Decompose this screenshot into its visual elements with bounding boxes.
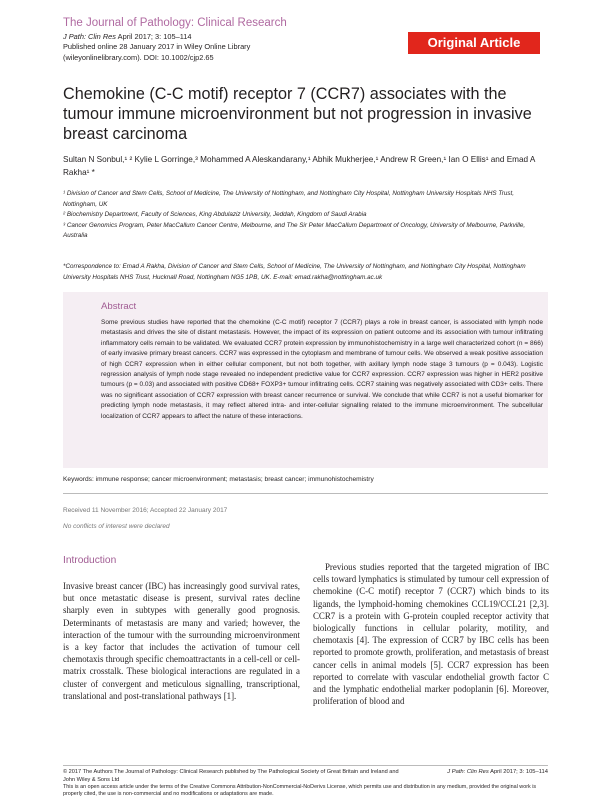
article-title: Chemokine (C-C motif) receptor 7 (CCR7) associates with the tumour immune microenvironment but not progression in invasive breast carcinoma	[63, 85, 532, 143]
footer-citation	[408, 769, 548, 775]
citation-journal: J Path: Clin Res	[63, 32, 116, 41]
body-column-right: Previous studies reported that the targeted migration of IBC cells toward lymphatics is stimulated by tumour cell expression of chemokine (C-C motif) receptor 7 (CCR7) which binds to its ligands, the lymphoid-homing chemokines CCL19/CCL21 [2,3]. CCR7 is a protein with G-protein coupled receptor activity that biologically functions in cellular polarity, motility, and chemotaxis [4]. The expression of CCR7 by IBC cells has been reported to promote growth, proliferation, and metastasis of breast cancer cells in animal models [5]. CCR7 expression has been reported to correlate with vascular endothelial growth factor C and the lymphatic endothelial marker podoplanin [6]. Moreover, proliferation of blood and	[313, 562, 549, 707]
affiliation-item: ² Biochemistry Department, Faculty of Sciences, King Abdulaziz University, Jeddah, Kingdom of Saudi Arabia	[63, 211, 367, 218]
author-list: Sultan N Sonbul,¹ ² Kylie L Gorringe,³ Mohammed A Aleskandarany,¹ Abhik Mukherjee,¹ Andrew R Green,¹ Ian O Ellis¹ and Emad A Rakha¹ *	[63, 155, 535, 177]
affiliation-item: ¹ Division of Cancer and Stem Cells, School of Medicine, The University of Nottingham, and Nottingham City Hospital, Nottingham University Hospitals NHS Trust, Nottingham, UK	[63, 190, 514, 208]
footer-divider	[63, 765, 548, 766]
abstract-heading: Abstract	[101, 301, 137, 312]
footer-citation-issue: April 2017; 3: 105–114	[490, 769, 548, 775]
citation-issue: April 2017; 3: 105–114	[117, 32, 192, 41]
body-column-left: Invasive breast cancer (IBC) has increasingly good survival rates, but once metastatic disease is present, survival rates decline sharply even in subtypes with generally good prognosis. Determinants of metastasis are many and varied; however, the interaction of the tumour with the surrounding microenvironment is a key factor that includes the activation of tumour cell chemotaxis through specific chemoattractants in a cell-cell or cell-matrix crosstalk. These biological interactions are regulated in a cluster of convergent and meticulous signalling, transcriptional, translational and post-translational pathways [1].	[63, 581, 300, 701]
introduction-heading: Introduction	[63, 555, 117, 566]
article-type-badge: Original Article	[408, 32, 540, 54]
divider	[63, 493, 548, 494]
license-notice: This is an open access article under the terms of the Creative Commons Attribution-NonCommercial-NoDerivs License, which permits use and distribution in any medium, provided the original work is properly cited, the use is non-commercial and no modifications or adaptations are made.	[63, 784, 537, 797]
affiliation-item: ³ Cancer Genomics Program, Peter MacCallum Cancer Centre, Melbourne, and The Sir Peter MacCallum Department of Oncology, University of Melbourne, Parkville, Australia	[63, 221, 526, 239]
published-line: Published online 28 January 2017 in Wiley Online Library	[63, 42, 251, 52]
correspondence-note: *Correspondence to: Emad A Rakha, Division of Cancer and Stem Cells, School of Medicine, The University of Nottingham, and Nottingham City Hospital, Nottingham University Hospitals NHS Trust, Hucknall Road, Nottingham NG5 1PB, UK. E-mail: emad.rakha@nottingham.ac.uk	[63, 263, 526, 281]
conflict-statement: No conflicts of interest were declared	[63, 523, 170, 530]
doi-line: (wileyonlinelibrary.com). DOI: 10.1002/cjp2.65	[63, 52, 214, 62]
journal-name: The Journal of Pathology: Clinical Research	[63, 17, 287, 29]
article-meta	[63, 32, 250, 63]
keywords-line: Keywords: immune response; cancer microenvironment; metastasis; breast cancer; immunohistochemistry	[63, 476, 374, 483]
copyright-notice: © 2017 The Authors The Journal of Pathology: Clinical Research published by The Pathological Society of Great Britain and Ireland and John Wiley & Sons Ltd	[63, 769, 399, 783]
received-dates: Received 11 November 2016; Accepted 22 January 2017	[63, 507, 228, 514]
abstract-text: Some previous studies have reported that the chemokine (C-C motif) receptor 7 (CCR7) plays a role in breast cancer, is associated with lymph node metastasis and drives the site of distant metastasis. However, the impact of its expression on patient outcome and its association with tumour infiltrating inflammatory cells remain to be validated. We evaluated CCR7 protein expression by immunohistochemistry in a large well characterized cohort (n = 866) of early invasive primary breast cancers. CCR7 was expressed in the cytoplasm and membrane of tumour cells. We observed a weak positive association of high CCR7 expression when in either cellular component, but not both together, with axillary lymph node stage 3 tumours (p = 0.043). Logistic regression analysis of lymph node stage revealed no independent predictive value for CCR7 expression. CCR7 expression was higher in HER2 positive tumours (p = 0.03) and associated with positive CD68+ FOXP3+ tumour infiltrating cells. CCR7 staining was negatively associated with CD3+ cells. There was no significant association of CCR7 expression with breast cancer recurrence or survival. We conclude that while CCR7 is not a useful biomarker for predicting lymph node metastasis, it may reflect altered intra- and inter-cellular signalling related to the immune microenvironment. The subcellular localization of CCR7 appears to affect the nature of these interactions.	[101, 319, 543, 420]
footer-citation-journal: J Path: Clin Res	[447, 769, 489, 775]
affiliations	[63, 189, 543, 242]
